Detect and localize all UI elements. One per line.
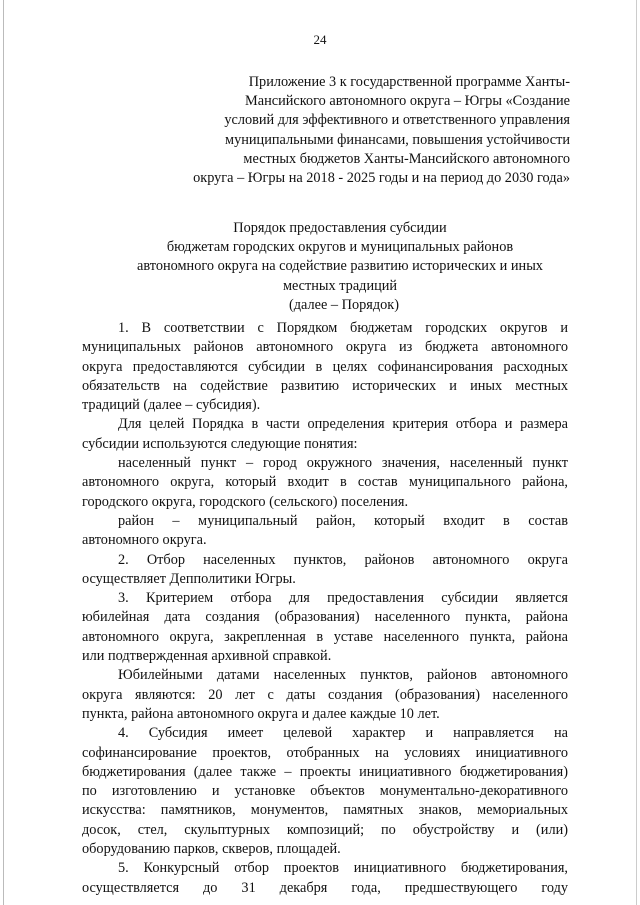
scan-edge-right: [636, 0, 637, 905]
text-line: Для целей Порядка в части определения критерия отбора и размера: [118, 416, 568, 433]
page-number: 24: [313, 32, 327, 47]
appendix-line: Приложение 3 к государственной программе Ханты-: [248, 74, 570, 90]
paragraph-4: [82, 724, 568, 859]
text-line: Юбилейными датами населенных пунктов, районов автономного: [118, 667, 568, 684]
title-line: местных традиций: [282, 277, 398, 294]
text-line: городского округа, городского (сельского) поселения.: [82, 493, 409, 510]
text-line: по изготовлению и установке объектов монументально-декоративного: [82, 783, 568, 800]
document-body: [82, 319, 568, 898]
paragraph-3: [82, 589, 568, 666]
paragraph-5: [82, 859, 568, 898]
text-line: автономного округа, закрепленная в уставе населенного пункта, района: [82, 628, 568, 645]
paragraph-definitions-intro: [82, 415, 568, 454]
paragraph-definition-district: [82, 512, 568, 551]
appendix-line: условий для эффективного и ответственного управления: [224, 112, 570, 129]
text-line: автономного округа, который входит в состав муниципального района,: [82, 474, 568, 491]
text-line: пункта, района автономного округа и далее каждые 10 лет.: [82, 705, 440, 722]
text-line: 5. Конкурсный отбор проектов инициативного бюджетирования,: [118, 860, 568, 877]
text-line: оборудованию парков, скверов, площадей.: [82, 841, 341, 858]
text-line: населенный пункт – город окружного значения, населенный пункт: [118, 455, 568, 472]
paragraph-jubilee-dates: [82, 666, 568, 724]
scan-edge-left: [3, 0, 4, 905]
text-line: досок, стел, скульптурных композиций; по обустройству и (или): [82, 821, 568, 838]
title-line: Порядок предоставления субсидии: [233, 220, 447, 236]
text-line: или подтвержденная архивной справкой.: [82, 648, 332, 665]
text-line: бюджетирования (далее также – проекты инициативного бюджетирования): [82, 763, 568, 780]
text-line: 1. В соответствии с Порядком бюджетам городских округов и: [118, 320, 568, 336]
text-line: автономного округа.: [82, 532, 207, 549]
appendix-line: муниципальными финансами, повышения устойчивости: [225, 131, 570, 148]
paragraph-definition-settlement: [82, 454, 568, 512]
title-line: автономного округа на содействие развитию исторических и иных: [137, 258, 543, 275]
text-line: округа являются: 20 лет с даты создания (образования) населенного: [82, 686, 568, 703]
text-line: район – муниципальный район, который входит в состав: [118, 512, 568, 529]
document-title: [100, 219, 580, 315]
paragraph-2: [82, 551, 568, 590]
text-line: осуществляет Депполитики Югры.: [82, 570, 296, 587]
text-line: округа предоставляются субсидии в целях софинансирования расходных: [82, 358, 568, 375]
text-line: осуществляется до 31 декабря года, предшествующего году: [82, 879, 568, 896]
text-line: искусства: памятников, монументов, памятных знаков, мемориальных: [82, 802, 568, 819]
text-line: обязательств на содействие развитию исторических и иных местных: [82, 377, 568, 394]
appendix-header: [150, 73, 570, 188]
title-line: бюджетам городских округов и муниципальных районов: [166, 239, 514, 256]
text-line: 2. Отбор населенных пунктов, районов автономного округа: [118, 551, 568, 568]
paragraph-1: [82, 319, 568, 415]
text-line: юбилейная дата создания (образования) населенного пункта, района: [82, 609, 568, 626]
appendix-line: местных бюджетов Ханты-Мансийского автономного: [243, 150, 570, 167]
appendix-line: округа – Югры на 2018 - 2025 годы и на период до 2030 года»: [193, 170, 570, 187]
text-line: субсидии используются следующие понятия:: [82, 435, 358, 452]
text-line: 3. Критерием отбора для предоставления субсидии является: [118, 590, 568, 607]
text-line: традиций (далее – субсидия).: [82, 397, 261, 414]
appendix-line: Мансийского автономного округа – Югры «Создание: [245, 93, 570, 110]
text-line: софинансирование проектов, отобранных на условиях инициативного: [82, 744, 568, 761]
text-line: муниципальных районов автономного округа из бюджета автономного: [82, 339, 568, 356]
title-line: (далее – Порядок): [289, 296, 399, 313]
text-line: 4. Субсидия имеет целевой характер и направляется на: [118, 725, 568, 742]
